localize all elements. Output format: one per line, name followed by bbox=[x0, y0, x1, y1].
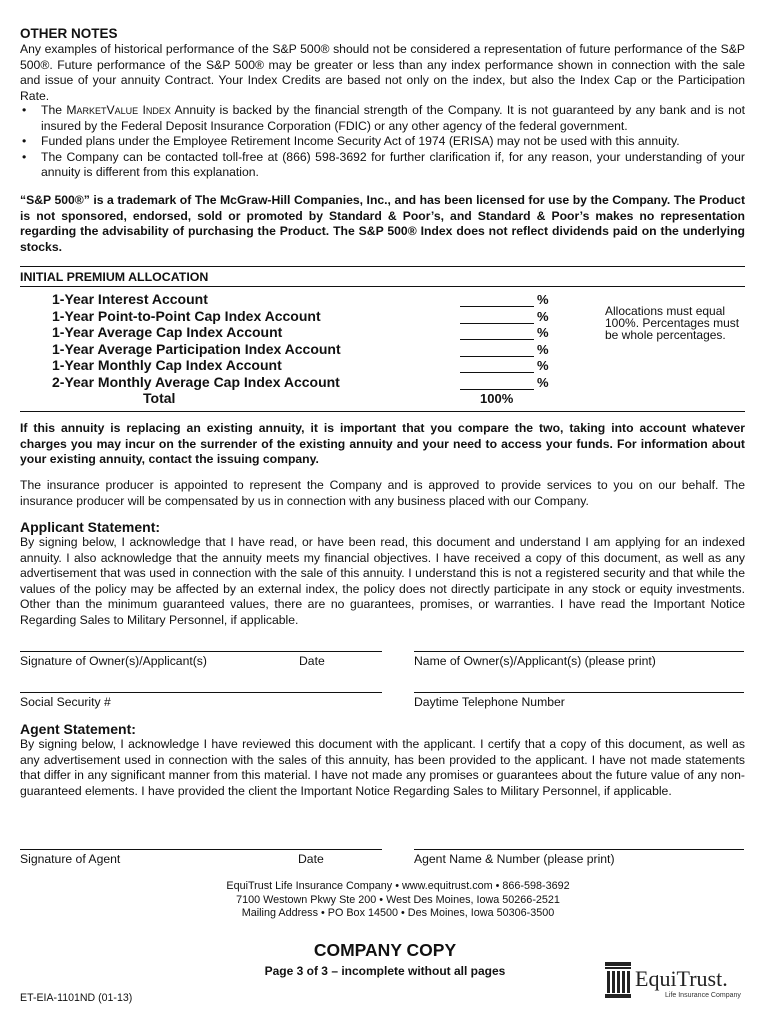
agent-name-line[interactable] bbox=[414, 849, 744, 850]
percent-sign: % bbox=[537, 358, 549, 373]
bullet-item bbox=[20, 134, 745, 150]
allocation-row-label: 1-Year Interest Account bbox=[52, 291, 208, 307]
company-copy-title: COMPANY COPY bbox=[313, 940, 457, 960]
agent-name-label: Agent Name & Number (please print) bbox=[414, 852, 615, 866]
divider bbox=[20, 286, 745, 287]
percent-sign: % bbox=[537, 325, 549, 340]
percent-sign: % bbox=[537, 308, 549, 324]
bullet1-prefix: The bbox=[41, 103, 67, 117]
bullet3-text: The Company can be contacted toll-free at (866) 598-3692 for further clarification if, for any reason, your understanding of your annuity is different from this explanation. bbox=[41, 149, 745, 180]
ssn-label: Social Security # bbox=[20, 695, 111, 709]
company-line: EquiTrust Life Insurance Company • www.equitrust.com • 866-598-3692 bbox=[226, 880, 570, 892]
allocation-input[interactable] bbox=[460, 358, 534, 373]
allocation-row-label: 1-Year Average Participation Index Account bbox=[52, 340, 341, 357]
allocation-row-label: 2-Year Monthly Average Cap Index Account bbox=[52, 373, 340, 390]
allocation-row-label: 1-Year Average Cap Index Account bbox=[52, 324, 283, 340]
phone-line[interactable] bbox=[414, 692, 744, 693]
owner-name-line[interactable] bbox=[414, 651, 744, 652]
logo-mark-icon bbox=[605, 962, 631, 998]
agent-signature-line[interactable] bbox=[20, 849, 382, 850]
other-notes-paragraph: Any examples of historical performance of the S&P 500® should not be considered a representation of future performance of the S&P 500®. Future performance of the S&P 500® may be greater or less than any index performance shown in connection with the sale and issue of your annuity Contract. Your Index Credits are based not only on the index, but also the Index Cap or the Participation Rate. bbox=[20, 42, 745, 103]
company-line: 7100 Westown Pkwy Ste 200 • West Des Moines, Iowa 50266-2521 bbox=[236, 893, 560, 906]
bullet-icon: • bbox=[22, 134, 27, 149]
owner-name-label: Name of Owner(s)/Applicant(s) (please print) bbox=[414, 654, 656, 668]
replacement-notice: If this annuity is replacing an existing annuity, it is important that you compare the two, taking into account whatever charges you may incur on the surrender of the existing annuity and your need to access your funds. For information about your existing annuity, contact the issuing company. bbox=[20, 421, 745, 467]
other-notes-title: OTHER NOTES bbox=[20, 26, 118, 41]
owner-signature-label: Signature of Owner(s)/Applicant(s) bbox=[20, 654, 207, 668]
percent-sign: % bbox=[537, 292, 549, 307]
company-info bbox=[170, 880, 626, 921]
allocation-title: INITIAL PREMIUM ALLOCATION bbox=[20, 270, 209, 284]
bullet1-rest: Annuity is backed by the financial strength of the Company. It is not guaranteed by any bank and is not insured by the Federal Deposit Insurance Corporation (FDIC) or any other agency of the federal government. bbox=[41, 103, 746, 133]
logo-wordmark: EquiTrust. bbox=[635, 966, 728, 991]
other-notes-bullets bbox=[20, 103, 745, 181]
ssn-line[interactable] bbox=[20, 692, 382, 693]
trademark-notice: “S&P 500®” is a trademark of The McGraw-Hill Companies, Inc., and has been licensed for use by the Company. The Product is not sponsored, endorsed, sold or promoted by Standard & Poor’s, and Standard & Poor’s makes no representation regarding the advisability of purchasing the Product. The S&P 500® Index does not reflect dividends paid on the underlying stocks. bbox=[20, 193, 745, 254]
producer-notice: The insurance producer is appointed to represent the Company and is approved to provide services to you on our behalf. The insurance producer will be compensated by us in connection with any business placed with our Company. bbox=[20, 478, 745, 508]
product-name: MarketValue Index bbox=[66, 103, 171, 117]
applicant-statement-text: By signing below, I acknowledge that I have read, or have been read, this document and understand I am applying for an indexed annuity. I also acknowledge that the annuity meets my financial objectives. I have received a copy of this document, as well as any advertisement that was used in connection with the sale of this annuity. I understand this is not a registered security and that while the values of the policy may be affected by an external index, the policy does not directly participate in any stock or equity investments. Other than the minimum guaranteed values, there are no guarantees, promises, or warranties. I have read the Important Notice Regarding Sales to Military Personnel, if applicable. bbox=[20, 535, 745, 627]
allocation-row-label: 1-Year Point-to-Point Cap Index Account bbox=[52, 307, 321, 324]
percent-sign: % bbox=[537, 341, 549, 357]
bullet2-text: Funded plans under the Employee Retirement Income Security Act of 1974 (ERISA) may not be used with this annuity. bbox=[41, 134, 680, 149]
equitrust-logo bbox=[605, 962, 745, 1002]
page-note: Page 3 of 3 – incomplete without all pages bbox=[264, 964, 506, 978]
agent-date-label: Date bbox=[298, 852, 324, 866]
allocation-input[interactable] bbox=[460, 309, 534, 324]
allocation-row-label: 1-Year Monthly Cap Index Account bbox=[52, 357, 282, 373]
agent-statement-title: Agent Statement: bbox=[20, 721, 136, 737]
percent-sign: % bbox=[537, 374, 549, 390]
allocation-input[interactable] bbox=[460, 292, 534, 307]
bullet-icon: • bbox=[22, 149, 27, 164]
bullet-icon: • bbox=[22, 103, 27, 117]
allocation-input[interactable] bbox=[460, 342, 534, 357]
allocation-input[interactable] bbox=[460, 375, 534, 390]
total-value: 100% bbox=[480, 391, 514, 406]
bullet-item bbox=[20, 103, 745, 134]
total-label: Total bbox=[143, 390, 176, 406]
bullet-item bbox=[20, 150, 745, 181]
allocation-note: Allocations must equal 100%. Percentages must be whole percentages. bbox=[605, 304, 740, 342]
company-line: Mailing Address • PO Box 14500 • Des Moines, Iowa 50306-3500 bbox=[241, 907, 555, 920]
agent-signature-label: Signature of Agent bbox=[20, 852, 121, 866]
divider bbox=[20, 266, 745, 267]
owner-signature-line[interactable] bbox=[20, 651, 382, 652]
phone-label: Daytime Telephone Number bbox=[414, 695, 565, 709]
date-label: Date bbox=[299, 654, 325, 668]
form-id: ET-EIA-1101ND (01-13) bbox=[20, 992, 133, 1004]
agent-statement-text: By signing below, I acknowledge I have reviewed this document with the applicant. I certify that a copy of this document, as well as any advertisement used in connection with the sales of this annuity, has been provided to the applicant. I have not made statements that differ in any significant manner from this material. I have not made any promises or guarantees about the future value of any non-guaranteed elements. I have provided the client the Important Notice Regarding Sales to Military Personnel, if applicable. bbox=[20, 737, 745, 798]
applicant-statement-title: Applicant Statement: bbox=[20, 519, 161, 535]
allocation-input[interactable] bbox=[460, 325, 534, 340]
logo-subtitle: Life Insurance Company bbox=[665, 992, 741, 999]
divider bbox=[20, 411, 745, 412]
